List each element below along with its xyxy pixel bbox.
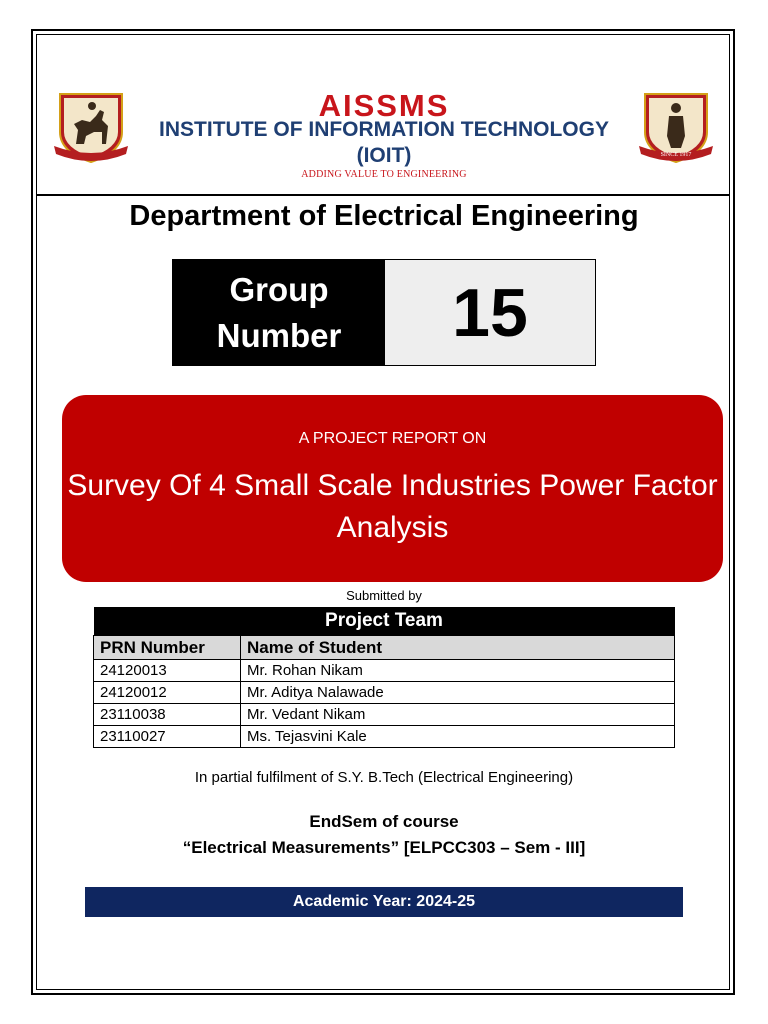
table-row bbox=[94, 704, 675, 726]
fulfilment-statement: In partial fulfilment of S.Y. B.Tech (Electrical Engineering) bbox=[194, 769, 574, 786]
student-name-cell: Mr. Vedant Nikam bbox=[241, 704, 675, 726]
report-title-panel bbox=[62, 395, 723, 582]
prn-cell: 24120012 bbox=[94, 682, 241, 704]
column-header-student-name: Name of Student bbox=[241, 636, 675, 660]
table-row bbox=[94, 682, 675, 704]
institute-tagline: ADDING VALUE TO ENGINEERING bbox=[301, 169, 467, 180]
institute-subtitle: INSTITUTE OF INFORMATION TECHNOLOGY bbox=[159, 118, 609, 141]
institute-abbreviation: (IOIT) bbox=[356, 144, 412, 167]
prn-cell: 23110027 bbox=[94, 726, 241, 748]
student-name-cell: Mr. Aditya Nalawade bbox=[241, 682, 675, 704]
report-title: Survey Of 4 Small Scale Industries Power Factor Analysis bbox=[67, 469, 718, 544]
table-row bbox=[94, 726, 675, 748]
report-kicker: A PROJECT REPORT ON bbox=[298, 430, 487, 447]
group-number-label: Group Number bbox=[173, 260, 385, 365]
student-name-cell: Mr. Rohan Nikam bbox=[241, 660, 675, 682]
column-header-prn: PRN Number bbox=[94, 636, 241, 660]
course-line-2: “Electrical Measurements” [ELPCC303 – Sem - III] bbox=[182, 838, 586, 857]
institute-name: AISSMS bbox=[318, 88, 450, 123]
project-team-heading: Project Team bbox=[94, 607, 675, 636]
group-number-box bbox=[172, 259, 596, 366]
table-row bbox=[94, 660, 675, 682]
prn-cell: 24120013 bbox=[94, 660, 241, 682]
submitted-by-label: Submitted by bbox=[346, 588, 422, 603]
project-team-table bbox=[93, 607, 675, 748]
prn-cell: 23110038 bbox=[94, 704, 241, 726]
since-1917-banner-text: SINCE 1917 bbox=[660, 152, 692, 158]
header-divider bbox=[36, 194, 730, 196]
student-name-cell: Ms. Tejasvini Kale bbox=[241, 726, 675, 748]
department-title: Department of Electrical Engineering bbox=[129, 200, 639, 232]
course-line-1: EndSem of course bbox=[309, 812, 459, 831]
academic-year-bar: Academic Year: 2024-25 bbox=[85, 887, 683, 917]
group-number-value: 15 bbox=[385, 260, 595, 365]
